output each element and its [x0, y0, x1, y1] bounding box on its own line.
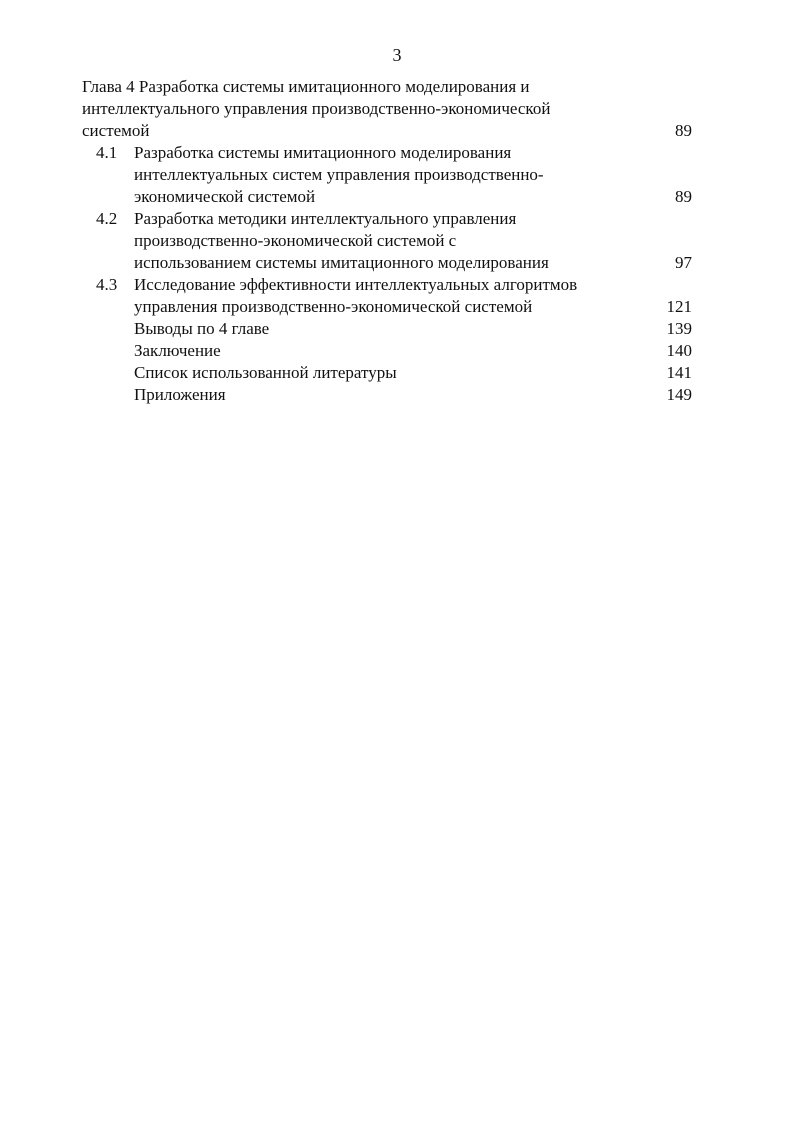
section-title-line: управления производственно-экономической системой	[134, 297, 533, 316]
section-title-line: Разработка методики интеллектуального управления	[134, 209, 517, 228]
toc-conclusion[interactable]	[82, 340, 692, 362]
entry-title: Заключение	[134, 341, 221, 360]
section-title-line: Исследование эффективности интеллектуальных алгоритмов	[134, 275, 578, 294]
toc-conclusions-ch4[interactable]	[82, 318, 692, 340]
chapter-title-line-1: Глава 4 Разработка системы имитационного моделирования и	[82, 77, 530, 96]
entry-page-ref: 139	[666, 319, 692, 338]
section-title-line: производственно-экономической системой с	[134, 231, 457, 250]
section-number: 4.2	[96, 209, 118, 228]
toc-references[interactable]	[82, 362, 692, 384]
toc-chapter-4[interactable]	[82, 76, 692, 142]
entry-page-ref: 140	[666, 341, 692, 360]
entry-title: Выводы по 4 главе	[134, 319, 270, 338]
section-title	[134, 274, 692, 318]
toc-section-4-3[interactable]	[82, 274, 692, 318]
entry-title: Приложения	[134, 385, 226, 404]
toc-appendices[interactable]	[82, 384, 692, 406]
toc-section-4-1[interactable]	[82, 142, 692, 208]
chapter-page-ref: 89	[675, 121, 692, 140]
toc-section-4-2[interactable]	[82, 208, 692, 274]
section-page-ref: 97	[675, 253, 692, 272]
section-title	[134, 208, 692, 274]
entry-page-ref: 149	[666, 385, 692, 404]
entry-title: Список использованной литературы	[134, 363, 397, 382]
page-number: 3	[392, 45, 402, 65]
section-page-ref: 89	[675, 187, 692, 206]
chapter-title-line-2: интеллектуального управления производственно-экономической	[82, 99, 551, 118]
section-title-line: Разработка системы имитационного моделирования	[134, 143, 512, 162]
table-of-contents	[82, 76, 692, 406]
chapter-title	[82, 76, 692, 142]
section-number: 4.3	[96, 275, 118, 294]
section-title-line: использованием системы имитационного моделирования	[134, 253, 549, 272]
section-number: 4.1	[96, 143, 118, 162]
entry-page-ref: 141	[666, 363, 692, 382]
section-page-ref: 121	[666, 297, 692, 316]
chapter-title-line-3: системой	[82, 121, 150, 140]
section-title-line: интеллектуальных систем управления производственно-	[134, 165, 544, 184]
section-title-line: экономической системой	[134, 187, 316, 206]
section-title	[134, 142, 692, 208]
